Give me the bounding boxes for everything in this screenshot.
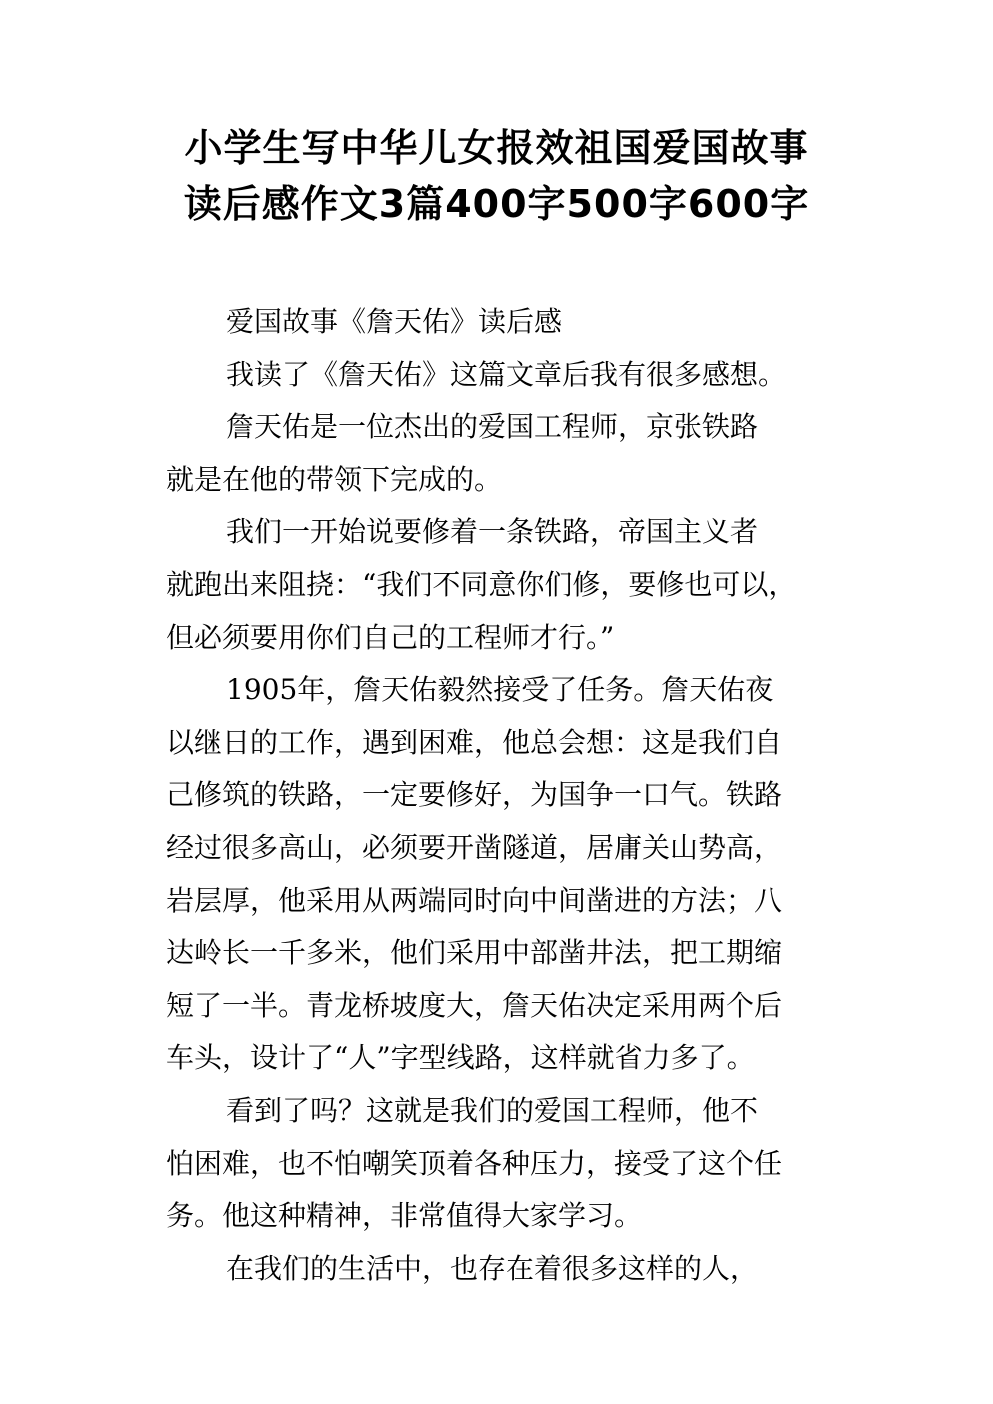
body-line: 短了一半。青龙桥坡度大，詹天佑决定采用两个后 [166,988,783,1022]
document-title-line-2: 读后感作文3篇400字500字600字 [183,182,810,226]
body-line: 怕困难，也不怕嘲笑顶着各种压力，接受了这个任 [166,1146,783,1180]
body-line: 1905年，詹天佑毅然接受了任务。詹天佑夜 [226,673,774,707]
body-line: 务。他这种精神，非常值得大家学习。 [166,1199,643,1233]
body-line: 己修筑的铁路，一定要修好，为国争一口气。铁路 [166,778,783,812]
body-line: 我读了《詹天佑》这篇文章后我有很多感想。 [226,357,787,391]
body-line: 达岭长一千多米，他们采用中部凿井法，把工期缩 [166,936,783,970]
body-line: 但必须要用你们自己的工程师才行。” [166,620,615,654]
body-line: 看到了吗？这就是我们的爱国工程师，他不 [226,1094,759,1127]
body-line-subtitle: 爱国故事《詹天佑》读后感 [226,305,563,338]
body-line: 詹天佑是一位杰出的爱国工程师，京张铁路 [226,410,759,444]
body-line: 经过很多高山，必须要开凿隧道，居庸关山势高， [166,831,783,864]
body-line: 我们一开始说要修着一条铁路，帝国主义者 [226,515,759,549]
document-title-line-1: 小学生写中华儿女报效祖国爱国故事 [184,126,809,170]
body-line: 在我们的生活中，也存在着很多这样的人， [226,1251,759,1285]
body-line: 车头，设计了“人”字型线路，这样就省力多了。 [166,1041,755,1075]
body-line: 就是在他的带领下完成的。 [166,462,503,496]
body-line: 就跑出来阻挠：“我们不同意你们修，要修也可以， [166,568,797,601]
body-line: 岩层厚，他采用从两端同时向中间凿进的方法；八 [166,883,783,917]
body-line: 以继日的工作，遇到困难，他总会想：这是我们自 [166,725,783,759]
